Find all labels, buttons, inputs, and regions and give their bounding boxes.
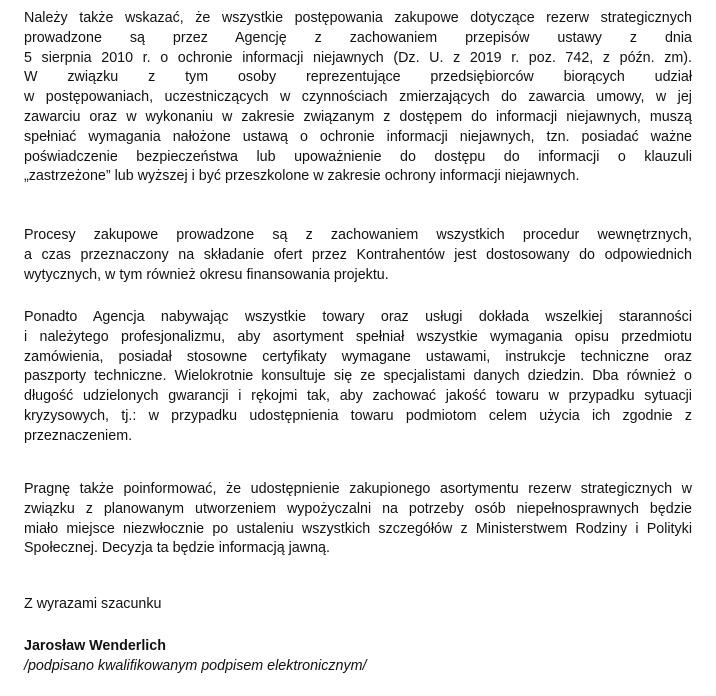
text-line: a czas przeznaczony na składanie ofert przez Kontrahentów jest dostosowany do odpowiednich <box>24 246 692 263</box>
paragraph <box>24 308 692 447</box>
text-line: 5 sierpnia 2010 r. o ochronie informacji niejawnych (Dz. U. z 2019 r. poz. 742, z późn. zm). <box>24 49 692 66</box>
signature-name: Jarosław Wenderlich <box>24 638 166 654</box>
paragraph <box>24 226 692 285</box>
text-line: paszporty techniczne. Wielokrotnie konsultuje się ze specjalistami danych dziedzin. Dba również o <box>24 368 692 385</box>
text-line: Pragnę także poinformować, że udostępnienie zakupionego asortymentu rezerw strategicznych w <box>24 481 692 497</box>
closing: Z wyrazami szacunku <box>24 596 162 612</box>
text-line: długość udzielonych gwarancji i rękojmi tak, aby zachować jakość towaru w przypadku sytuacji <box>24 388 692 405</box>
text-line: zawarciu oraz w wykonaniu w zakresie związanym z dostępem do informacji niejawnych, muszą <box>24 108 692 125</box>
text-line: kryzysowych, tj.: w przypadku udostępnienia towaru podmiotom celem użycia ich zgodnie z <box>24 407 692 424</box>
text-line: wytycznych, w tym również okresu finansowania projektu. <box>24 266 389 283</box>
signature-note: /podpisano kwalifikowanym podpisem elektronicznym/ <box>24 658 367 674</box>
text-line: Społecznej. Decyzja ta będzie informacją jawną. <box>24 540 330 557</box>
text-line: prowadzone są przez Agencję z zachowaniem przepisów ustawy z dnia <box>24 29 692 46</box>
text-line: i należytego profesjonalizmu, aby asortyment spełniał wszystkie wymagania opisu przedmiotu <box>24 328 692 345</box>
text-line: „zastrzeżone” lub wyższej i być przeszkolone w zakresie ochrony informacji niejawnych. <box>24 168 580 185</box>
text-line: miało miejsce niezwłocznie po ustaleniu wszystkich szczegółów z Ministerstwem Rodziny i Polityki <box>24 520 692 537</box>
text-line: Ponadto Agencja nabywając wszystkie towary oraz usługi dokłada wszelkiej staranności <box>24 309 692 325</box>
text-line: w postępowaniach, uczestniczących w czynnościach zmierzających do zawarcia umowy, w jej <box>24 89 692 106</box>
text-line: Należy także wskazać, że wszystkie postępowania zakupowe dotyczące rezerw strategicznych <box>24 10 692 26</box>
text-line: W związku z tym osoby reprezentujące przedsiębiorców biorących udział <box>24 69 692 86</box>
text-line: zamówienia, posiadał stosowne certyfikaty wymagane ustawami, instrukcje techniczne oraz <box>24 348 692 365</box>
paragraph <box>24 9 692 187</box>
text-line: spełniać wymagania nałożone ustawą o ochronie informacji niejawnych, tzn. posiadać ważne <box>24 128 692 145</box>
text-line: Procesy zakupowe prowadzone są z zachowaniem wszystkich procedur wewnętrznych, <box>24 227 692 243</box>
text-line: przeznaczeniem. <box>24 427 133 444</box>
text-line: poświadczenie bezpieczeństwa lub upoważnienie do dostępu do informacji o klauzuli <box>24 148 692 165</box>
paragraph <box>24 480 692 559</box>
text-line: związku z planowanym utworzeniem wypożyczalni na potrzeby osób niepełnosprawnych będzie <box>24 500 692 517</box>
